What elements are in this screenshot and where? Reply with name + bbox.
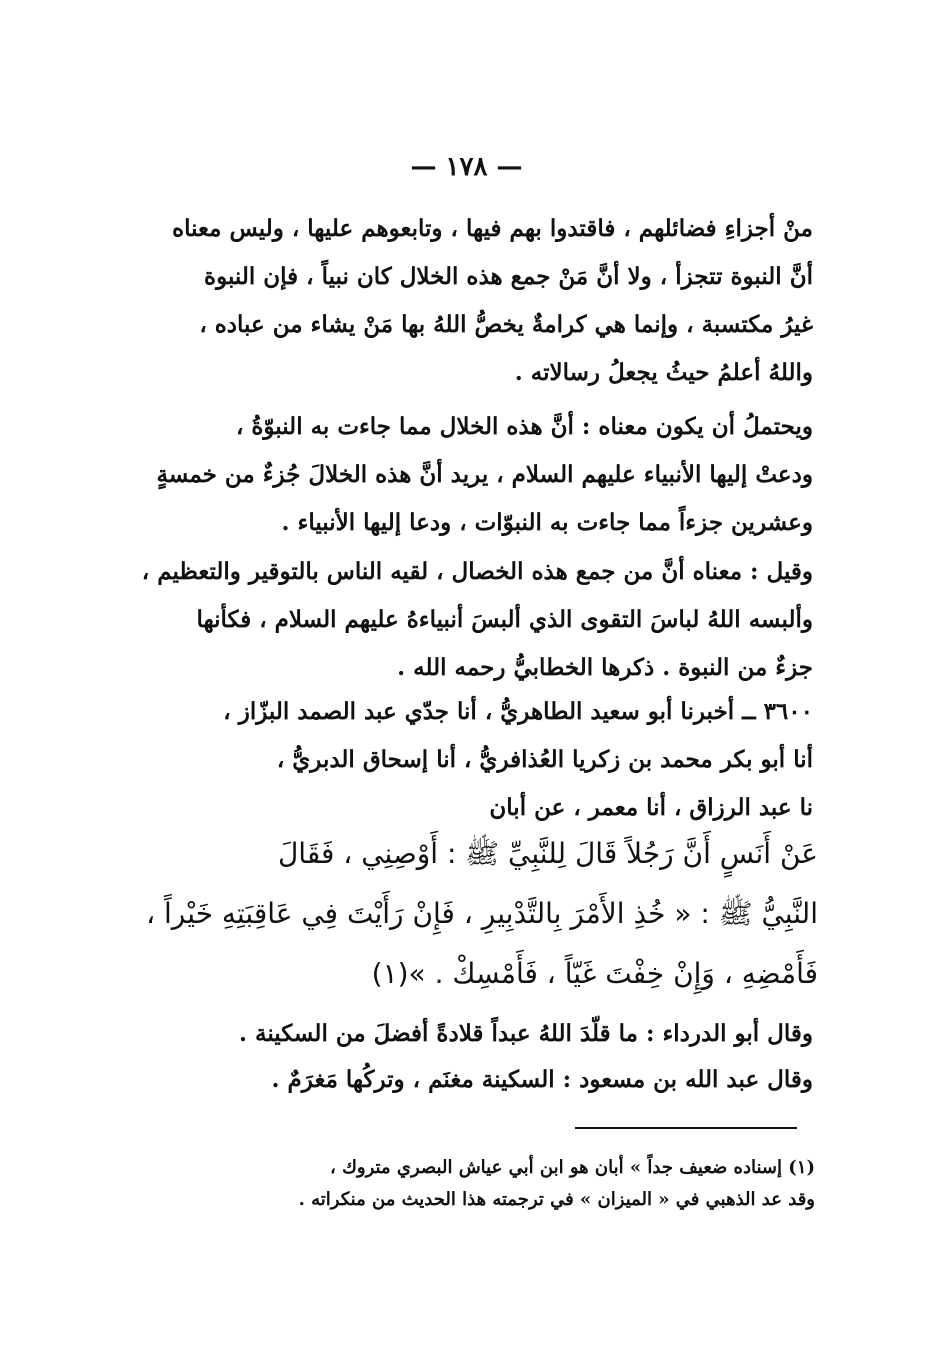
text-line: أنا أبو بكر محمد بن زكريا العُذافريُّ ، أنا إسحاق الدبريُّ ، — [276, 746, 813, 773]
text-line: نا عبد الرزاق ، أنا معمر ، عن أبان — [489, 794, 813, 821]
text-line: غيرُ مكتسبة ، وإنما هي كرامةٌ يخصُّ اللهُ بها مَنْ يشاء من عباده ، — [199, 311, 813, 338]
text-line: ٣٦٠٠ ــ أخبرنا أبو سعيد الطاهريُّ ، أنا جدّي عبد الصمد البزّاز ، — [223, 698, 813, 725]
text-line: واللهُ أعلمُ حيثُ يجعلُ رسالاته . — [514, 359, 813, 386]
page-number: — ١٧٨ — — [410, 152, 523, 182]
paragraph-explanation — [128, 205, 813, 397]
paragraph-isnad — [128, 688, 813, 832]
hadith-text — [128, 824, 818, 1004]
saying-ibn-masud: وقال عبد الله بن مسعود : السكينة مغنَم ، وتركُها مَغرَمٌ . — [271, 1066, 813, 1093]
footnote — [150, 1152, 815, 1216]
hadith-line: فَأَمْضِهِ ، وَإِنْ خِفْتَ غَيّاً ، فَأَمْسِكْ . »(١) — [371, 957, 818, 990]
text-line: جزءٌ من النبوة . ذكرها الخطابيُّ رحمه الله . — [397, 654, 813, 681]
footnote-divider — [575, 1127, 797, 1129]
text-line: ويحتملُ أن يكون معناه : أنَّ هذه الخلال مما جاءت به النبوّةُ ، — [235, 413, 813, 440]
paragraph-third-meaning — [128, 548, 813, 692]
paragraph-second-meaning — [128, 403, 813, 547]
saying-abu-darda: وقال أبو الدرداء : ما قلّدَ اللهُ عبداً قلادةً أفضلَ من السكينة . — [238, 1020, 813, 1047]
text-line: منْ أجزاءِ فضائلهم ، فاقتدوا بهم فيها ، وتابعوهم عليها ، وليس معناه — [172, 215, 813, 242]
footnote-line: (١) إسناده ضعيف جداً » أبان هو ابن أبي عياش البصري متروك ، — [330, 1157, 815, 1178]
hadith-line: النَّبِيُّ ﷺ : « خُذِ الأَمْرَ بِالتَّدْبِيرِ ، فَإِنْ رَأَيْتَ فِي عَاقِبَتِهِ خَيْراً ، — [146, 897, 818, 930]
footnote-line: وقد عد الذهبي في « الميزان » في ترجمته هذا الحديث من منكراته . — [298, 1189, 815, 1210]
text-line: وألبسه اللهُ لباسَ التقوى الذي ألبسَ أنبياءهُ عليهم السلام ، فكأنها — [196, 606, 813, 633]
text-line: ودعتْ إليها الأنبياء عليهم السلام ، يريد أنَّ هذه الخلالَ جُزءٌ من خمسةٍ — [156, 461, 813, 488]
hadith-line: عَنْ أَنَسٍ أَنَّ رَجُلاً قَالَ لِلنَّبِيِّ ﷺ : أَوْصِنِي ، فَقَالَ — [277, 837, 818, 870]
text-line: وقيل : معناه أنَّ من جمع هذه الخصال ، لقيه الناس بالتوقير والتعظيم ، — [141, 558, 813, 585]
text-line: أنَّ النبوة تتجزأ ، ولا أنَّ مَنْ جمع هذه الخلال كان نبياً ، فإن النبوة — [204, 263, 813, 290]
text-line: وعشرين جزءاً مما جاءت به النبوّات ، ودعا إليها الأنبياء . — [281, 509, 813, 536]
